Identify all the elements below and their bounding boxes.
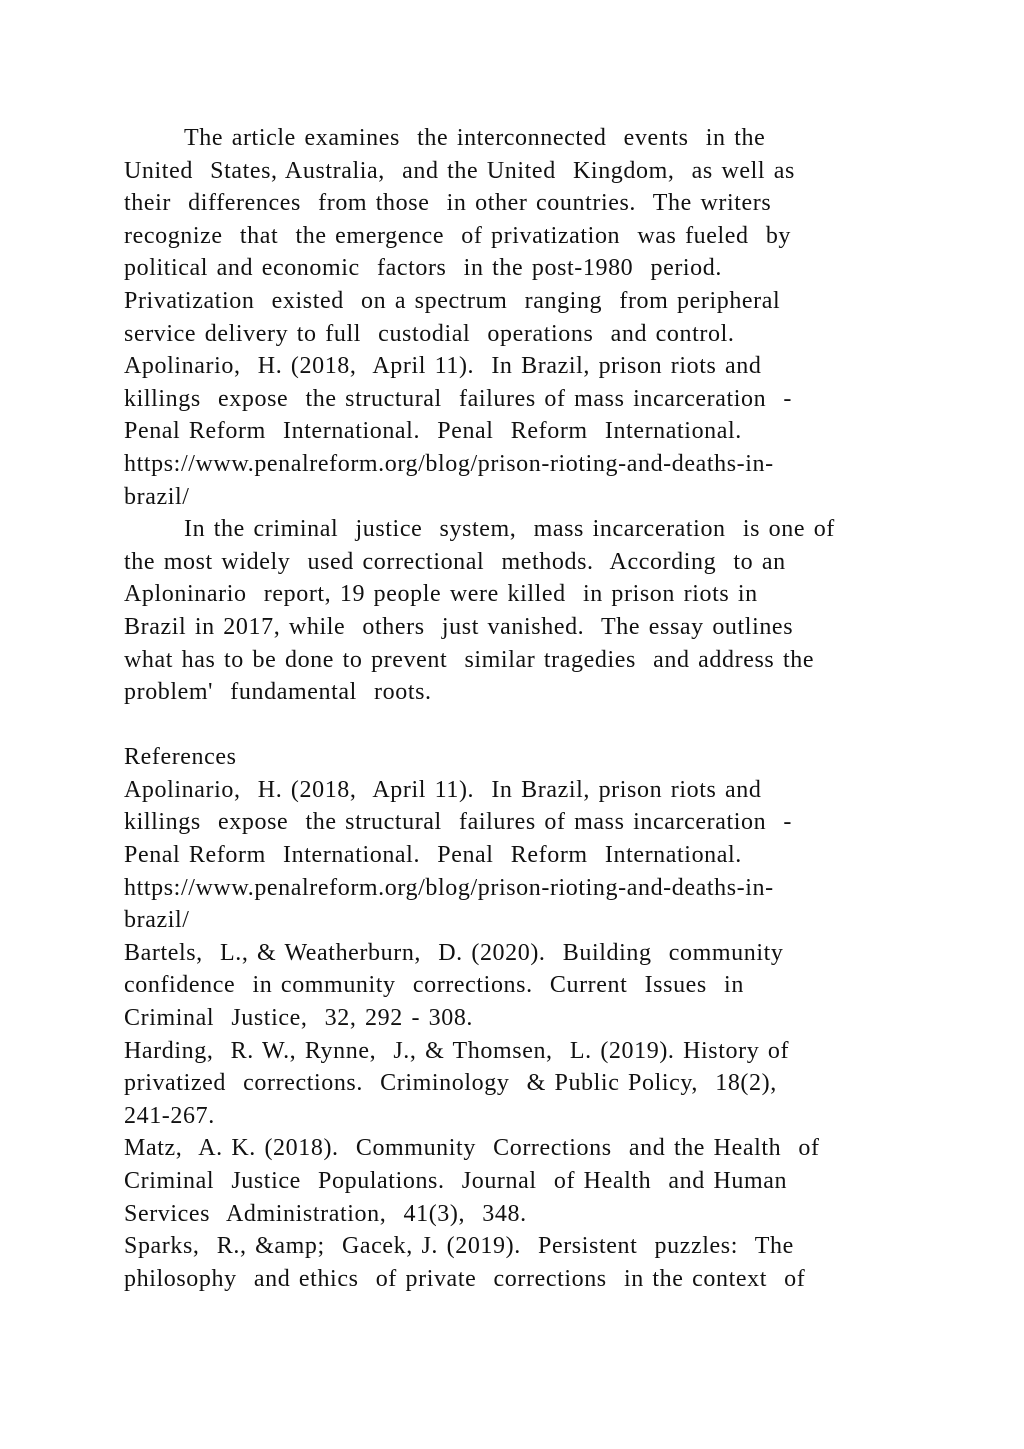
body-paragraph-incarceration [124, 513, 914, 709]
blank-line [124, 709, 914, 742]
text-line: philosophy and ethics of private corrections in the context of [124, 1265, 806, 1292]
text-line: what has to be done to prevent similar tragedies and address the [124, 646, 815, 673]
text-line: killings expose the structural failures of mass incarceration - [124, 385, 793, 412]
text-line: Privatization existed on a spectrum ranging from peripheral [124, 287, 781, 314]
text-line: Bartels, L., & Weatherburn, D. (2020). Building community [124, 939, 784, 966]
text-line: Aploninario report, 19 people were killed in prison riots in [124, 581, 758, 608]
text-line: Sparks, R., &amp; Gacek, J. (2019). Persistent puzzles: The [124, 1233, 794, 1260]
text-line: Matz, A. K. (2018). Community Corrections and the Health of [124, 1135, 820, 1162]
citation-apolinario [124, 350, 914, 513]
text-line: service delivery to full custodial operations and control. [124, 320, 735, 347]
references-heading: References [124, 744, 237, 771]
text-line: Criminal Justice, 32, 292 - 308. [124, 1005, 474, 1032]
text-line: In the criminal justice system, mass incarceration is one of [184, 516, 835, 543]
text-line: Penal Reform International. Penal Reform International. [124, 842, 742, 869]
reference-entry-matz [124, 1132, 914, 1230]
text-line: killings expose the structural failures of mass incarceration - [124, 809, 793, 836]
text-line: political and economic factors in the post-1980 period. [124, 255, 722, 282]
text-line: confidence in community corrections. Current Issues in [124, 972, 744, 999]
text-line: their differences from those in other countries. The writers [124, 190, 772, 217]
body-paragraph-privatization [124, 122, 914, 350]
reference-url: brazil/ [124, 907, 190, 934]
text-line: Harding, R. W., Rynne, J., & Thomsen, L. (2019). History of [124, 1037, 790, 1064]
text-line: Penal Reform International. Penal Reform International. [124, 418, 742, 445]
reference-entry-sparks [124, 1230, 914, 1295]
text-line: Apolinario, H. (2018, April 11). In Brazil, prison riots and [124, 776, 762, 803]
text-line: 241-267. [124, 1102, 215, 1129]
reference-entry-harding [124, 1035, 914, 1133]
text-line: privatized corrections. Criminology & Public Policy, 18(2), [124, 1070, 777, 1097]
citation-url: brazil/ [124, 483, 190, 510]
text-line: Criminal Justice Populations. Journal of Health and Human [124, 1168, 788, 1194]
reference-entry-bartels [124, 937, 914, 1035]
citation-url: https://www.penalreform.org/blog/prison-rioting-and-deaths-in- [124, 450, 774, 477]
text-line: the most widely used correctional methods. According to an [124, 548, 786, 575]
text-line: Services Administration, 41(3), 348. [124, 1200, 527, 1227]
text-line: The article examines the interconnected events in the [184, 125, 766, 151]
text-line: problem' fundamental roots. [124, 679, 432, 706]
text-line: United States, Australia, and the United Kingdom, as well as [124, 157, 795, 184]
reference-entry-apolinario [124, 774, 914, 937]
reference-url: https://www.penalreform.org/blog/prison-rioting-and-deaths-in- [124, 874, 774, 901]
document-page [124, 122, 914, 1295]
text-line: recognize that the emergence of privatization was fueled by [124, 222, 792, 249]
text-line: Apolinario, H. (2018, April 11). In Brazil, prison riots and [124, 353, 762, 380]
text-line: Brazil in 2017, while others just vanished. The essay outlines [124, 613, 794, 640]
